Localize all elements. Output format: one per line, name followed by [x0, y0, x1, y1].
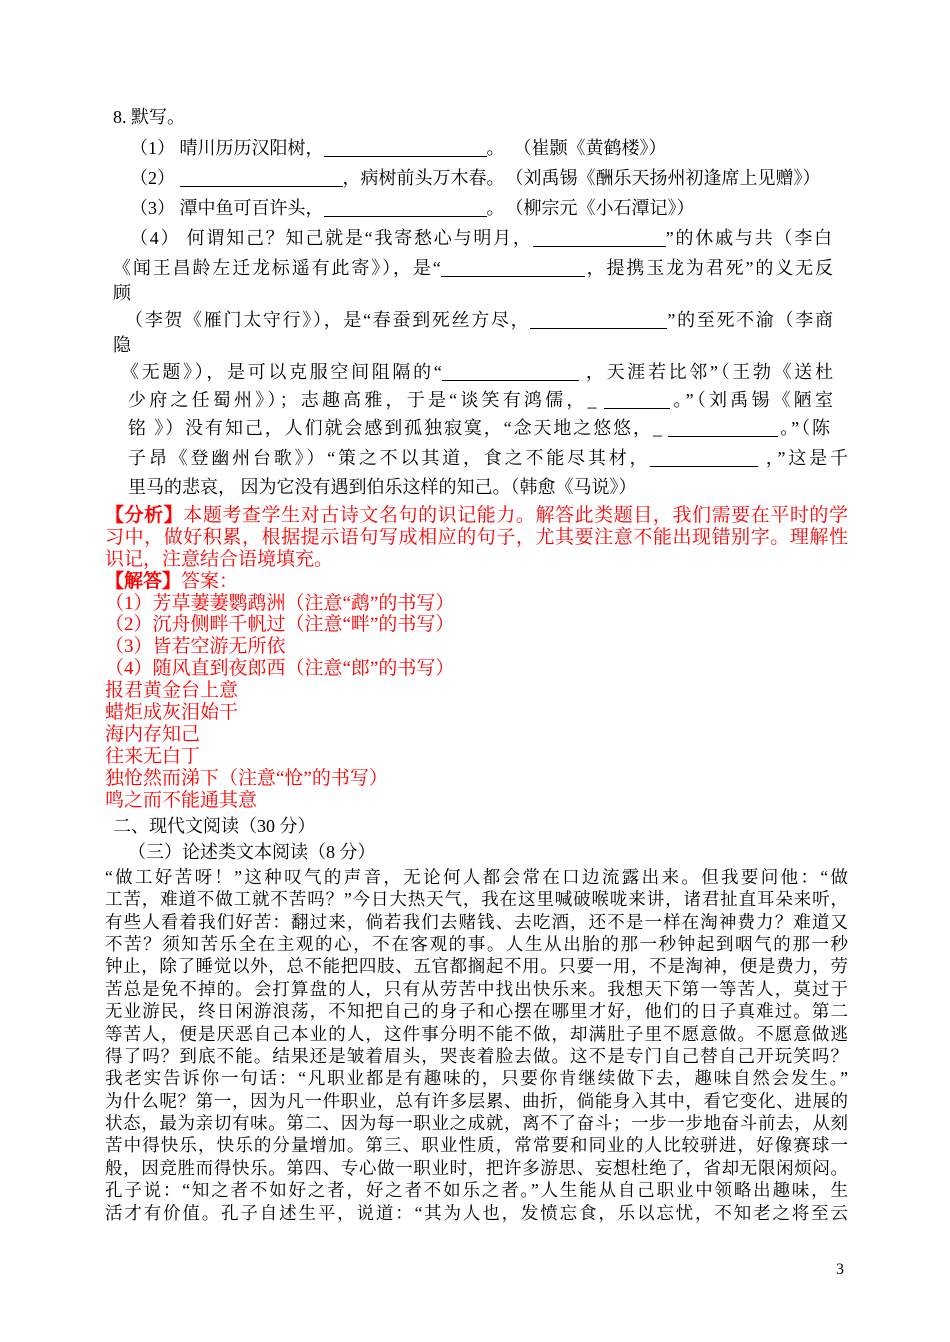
q8-item-4-text: 铭 》）没有知己，人们就会感到孤独寂寞，“念天地之悠悠，_	[128, 418, 669, 438]
q8-item-4-line-4	[125, 308, 833, 332]
passage-line: 苦总是免不掉的。会打算盘的人，只有从劳苦中找出快乐来。我想天下第一等苦人，莫过于	[105, 978, 848, 999]
q8-item-3-source: （柳宗元《小石潭记》）	[514, 198, 695, 218]
answer-blank	[668, 435, 778, 437]
q8-item-4-line-6	[121, 360, 833, 384]
q8-item-4-line-9	[128, 446, 848, 470]
answer-label: 【解答】	[105, 570, 182, 592]
q8-item-4-line-10: 里马的悲哀， 因为它没有遇到伯乐这样的知己。（韩愈《马说》）	[128, 477, 637, 497]
answer-blank	[650, 465, 758, 467]
passage-line: 状态，最为亲切有味。第二、因为每一职业之成就，离不了奋斗；一步一步地奋斗前去，从刻	[105, 1113, 848, 1134]
q8-item-1-punct: 。	[486, 138, 505, 158]
q8-item-4-text: ，提携玉龙为君死”的义无反	[584, 258, 833, 278]
section-subtitle: （三）论述类文本阅读（8 分）	[128, 842, 376, 862]
answer-item: 蜡炬成灰泪始干	[105, 702, 239, 724]
q8-item-4-line-2	[113, 256, 833, 280]
analysis-text: 本题考查学生对古诗文名句的识记能力。解答此类题目，我们需要在平时的学	[183, 505, 848, 526]
question-8-title: 8. 默写。	[113, 107, 185, 127]
passage-line: 等苦人，便是厌恶自己本业的人，这件事分明不能不做，却满肚子里不愿意做。不愿意做逃	[105, 1023, 848, 1044]
passage-line: 钟止，除了睡觉以外，总不能把四肢、五官都搁起不用。只要一用，不是淘神，便是费力，劳	[105, 956, 848, 977]
passage-line: 孔子说：“知之者不如好之者，好之者不如乐之者。”人生能从自己职业中领略出趣味，生	[105, 1180, 848, 1201]
analysis-answer-block	[105, 505, 848, 811]
answer-item: （1）芳草萋萋鹦鹉洲（注意“鹉”的书写）	[105, 592, 455, 614]
answer-item: 报君黄金台上意	[105, 680, 239, 702]
q8-item-4-text: ，天涯若比邻”（王勃《送杜	[578, 362, 833, 382]
reading-passage	[105, 866, 848, 1224]
answer-item: （3）皆若空游无所依	[105, 636, 286, 658]
answer-item: 独怆然而涕下（注意“怆”的书写）	[105, 767, 388, 789]
analysis-line-1	[105, 505, 848, 527]
q8-item-4-line-5: 隐	[113, 335, 131, 355]
answer-item: （4）随风直到夜郎西（注意“郎”的书写）	[105, 658, 455, 680]
answer-intro: 答案：	[181, 570, 239, 592]
answer-blank	[442, 379, 579, 381]
passage-line: 工苦，难道不做工就不苦吗？”今日大热天气，我在这里喊破喉咙来讲，诸君扯直耳朵来听，	[105, 889, 848, 910]
q8-item-4-text: （4） 何谓知己？知己就是“我寄愁心与明月，	[130, 228, 533, 248]
q8-item-4-text: 《闻王昌龄左迁龙标遥有此寄》），是“	[113, 258, 441, 278]
answer-item: 鸣之而不能通其意	[105, 789, 258, 811]
q8-item-4-text: 子昂《登幽州台歌》）“策之不以其道，食之不能尽其材，	[128, 448, 651, 468]
answer-item: （2）沉舟侧畔千帆过（注意“畔”的书写）	[105, 614, 455, 636]
q8-item-4-line-8	[128, 416, 830, 440]
q8-item-4-text: ”的休戚与共（李白	[665, 228, 832, 248]
answer-blank	[604, 407, 670, 409]
q8-item-4-line-7	[128, 388, 833, 412]
q8-item-4-text: ，”这是千	[758, 448, 848, 468]
q8-item-2-source: （刘禹锡《酬乐天扬州初逢席上见赠》）	[514, 168, 821, 188]
q8-item-4-line-3: 顾	[113, 283, 131, 303]
passage-line: 活才有价值。孔子自述生平，说道：“其为人也，发愤忘食，乐以忘忧，不知老之将至云	[105, 1202, 848, 1223]
q8-item-2-label: （2）	[130, 168, 180, 188]
q8-item-4-text: 少府之任蜀州》）；志趣高雅，于是“谈笑有鸿儒，_	[128, 390, 605, 410]
analysis-line-2: 习中，做好积累，根据提示语句写成相应的句子，尤其要注意不能出现错别字。理解性	[105, 526, 848, 548]
q8-item-1	[130, 136, 667, 160]
answer-item: 往来无白丁	[105, 745, 201, 767]
answer-blank	[441, 275, 585, 277]
q8-item-2-text: ，病树前头万木春。	[342, 168, 505, 188]
q8-item-4-text: ”的至死不渝（李商	[667, 310, 833, 330]
section-title: 二、现代文阅读（30 分）	[113, 816, 316, 836]
passage-line: 为什么呢？第一，因为凡一件职业，总有许多层累、曲折，倘能身入其中，看它变化、进展的	[105, 1090, 848, 1111]
analysis-line-3: 识记，注意结合语境填充。	[105, 548, 334, 570]
passage-line: 不苦？须知苦乐全在主观的心，不在客观的事。人生从出胎的那一秒钟起到咽气的那一秒	[105, 933, 848, 954]
answer-blank	[533, 245, 666, 247]
q8-item-3-punct: 。	[486, 198, 505, 218]
q8-item-4-line-1	[130, 226, 832, 250]
answer-item: 海内存知己	[105, 723, 201, 745]
analysis-label: 【分析】	[105, 505, 184, 526]
passage-line: 有些人看着我们好苦：翻过来，倘若我们去赌钱、去吃酒，还不是一样在淘神费力？难道又	[105, 911, 848, 932]
passage-line: 我老实告诉你一句话：“凡职业都是有趣味的，只要你肯继续做下去，趣味自然会发生。”	[105, 1068, 848, 1089]
page-number: 3	[836, 1261, 844, 1278]
passage-line: 无业游民，终日闲游浪荡，不知把自己的身子和心摆在哪里才好，他们的日子真难过。第二	[105, 1001, 848, 1022]
q8-item-3	[130, 196, 695, 220]
q8-item-4-text: 。”（刘禹锡《陋室	[670, 390, 833, 410]
q8-item-4-text: 《无题》），是可以克服空间阻隔的“	[121, 362, 442, 382]
passage-line: “做工好苦呀！”这种叹气的声音，无论何人都会常在口边流露出来。但我要问他：“做	[105, 866, 848, 887]
answer-blank	[180, 185, 343, 187]
q8-item-4-text: （李贺《雁门太守行》），是“春蚕到死丝方尽，	[125, 310, 531, 330]
answer-blank	[324, 215, 487, 217]
q8-item-3-text: （3） 潭中鱼可百许头，	[130, 198, 324, 218]
passage-line: 般，因竞胜而得快乐。第四、专心做一职业时，把许多游思、妄想杜绝了，省却无限闲烦闷。	[105, 1157, 848, 1178]
answer-heading	[105, 571, 848, 593]
q8-item-1-text: （1） 晴川历历汉阳树，	[130, 138, 324, 158]
answer-blank	[530, 327, 667, 329]
passage-line: 得了吗？到底不能。结果还是皱着眉头，哭丧着脸去做。这不是专门自己替自己开玩笑吗？	[105, 1045, 848, 1066]
q8-item-4-text: 。”（陈	[778, 418, 830, 438]
passage-line: 苦中得快乐，快乐的分量增加。第三、职业性质，常常要和同业的人比较骈进，好像赛球一	[105, 1135, 848, 1156]
q8-item-1-source: （崔颢《黄鹤楼》）	[522, 138, 667, 158]
q8-item-2	[130, 166, 821, 190]
answer-blank	[324, 155, 487, 157]
